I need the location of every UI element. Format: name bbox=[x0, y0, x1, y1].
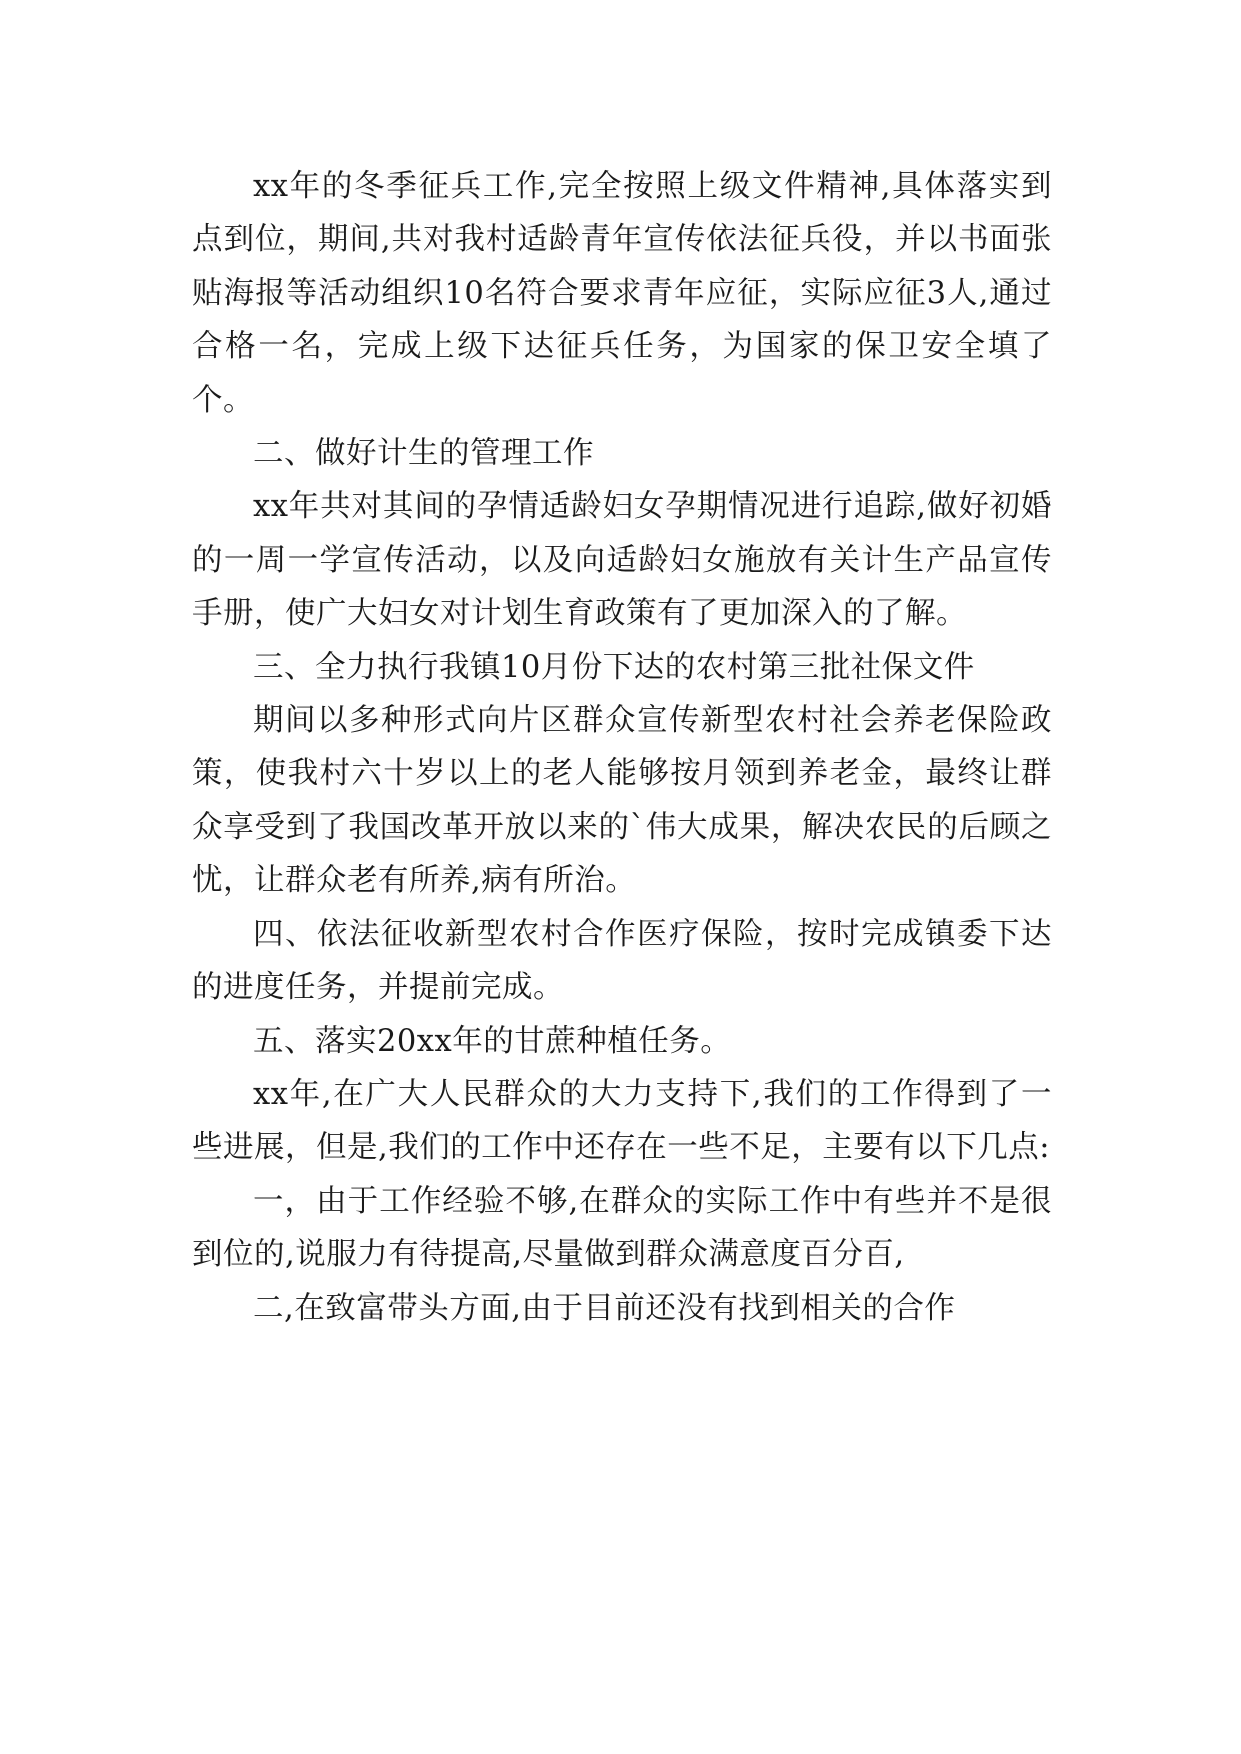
paragraph-shortcomings-intro: xx年,在广大人民群众的大力支持下,我们的工作得到了一些进展，但是,我们的工作中还存在一些不足，主要有以下几点: bbox=[192, 1076, 1052, 1166]
paragraph-medical-insurance: 四、依法征收新型农村合作医疗保险，按时完成镇委下达的进度任务，并提前完成。 bbox=[192, 916, 1052, 1006]
paragraph-family-planning: xx年共对其间的孕情适龄妇女孕期情况进行追踪,做好初婚的一周一学宣传活动，以及向适龄妇女施放有关计生产品宣传手册，使广大妇女对计划生育政策有了更加深入的了解。 bbox=[192, 489, 1052, 632]
document-body bbox=[192, 160, 1052, 1335]
heading-family-planning: 二、做好计生的管理工作 bbox=[253, 436, 594, 472]
paragraph-shortcoming-one: 一，由于工作经验不够,在群众的实际工作中有些并不是很到位的,说服力有待提高,尽量做到群众满意度百分百, bbox=[192, 1183, 1052, 1273]
paragraph-shortcoming-two: 二,在致富带头方面,由于目前还没有找到相关的合作 bbox=[253, 1290, 956, 1326]
paragraph-social-security: 期间以多种形式向片区群众宣传新型农村社会养老保险政策，使我村六十岁以上的老人能够按月领到养老金，最终让群众享受到了我国改革开放以来的`伟大成果，解决农民的后顾之忧，让群众老有所养,病有所治。 bbox=[192, 703, 1052, 899]
paragraph-conscription: xx年的冬季征兵工作,完全按照上级文件精神,具体落实到点到位，期间,共对我村适龄青年宣传依法征兵役，并以书面张贴海报等活动组织10名符合要求青年应征，实际应征3人,通过合格一名，完成上级下达征兵任务，为国家的保卫安全填了个。 bbox=[192, 169, 1052, 418]
heading-social-security: 三、全力执行我镇10月份下达的农村第三批社保文件 bbox=[253, 649, 975, 685]
heading-sugarcane: 五、落实20xx年的甘蔗种植任务。 bbox=[253, 1023, 732, 1059]
